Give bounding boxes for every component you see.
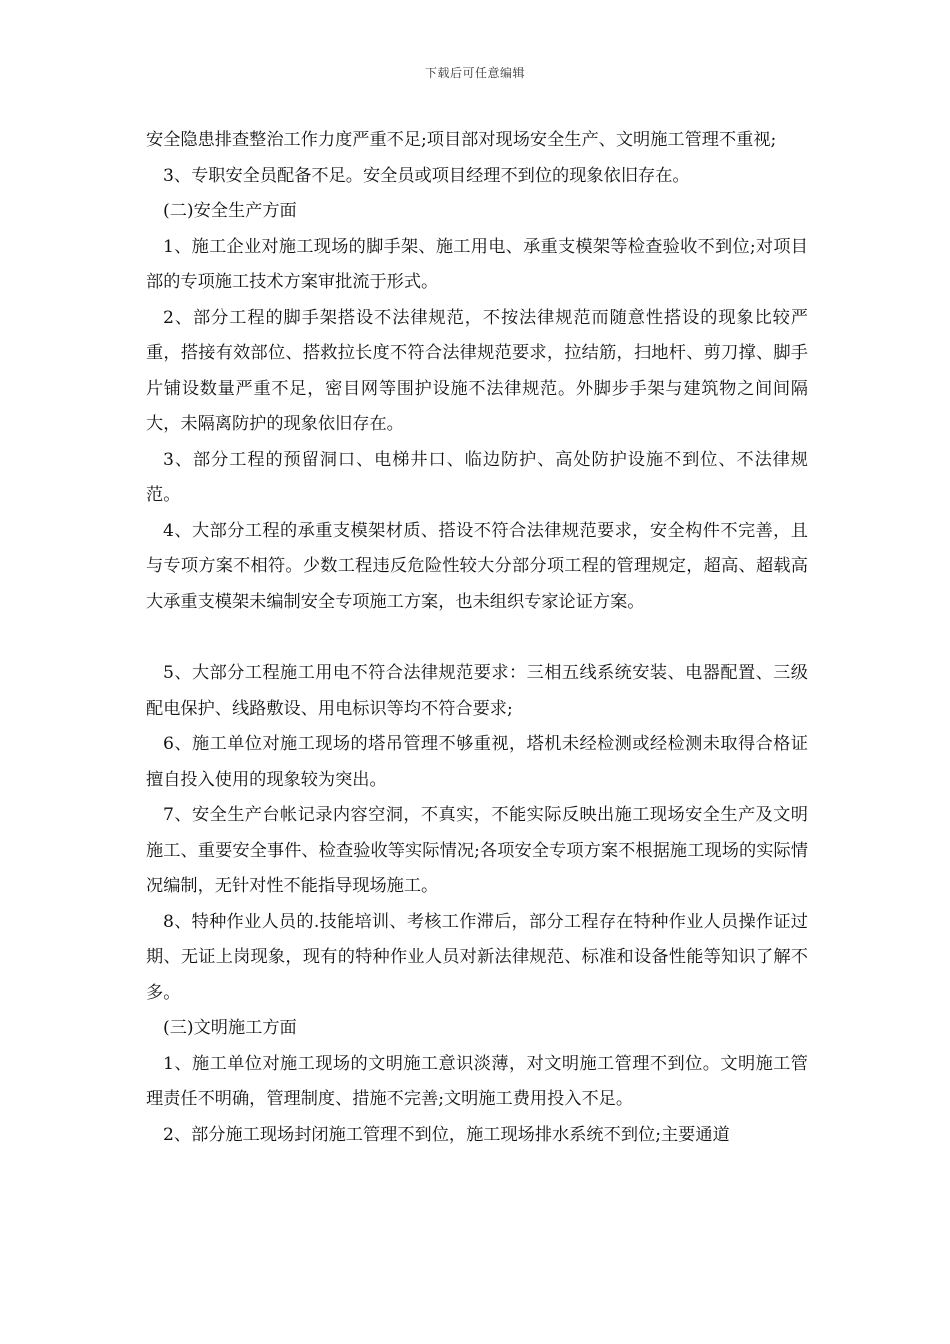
paragraph-safety-7: 7、安全生产台帐记录内容空洞，不真实，不能实际反映出施工现场安全生产及文明施工、重要安全事件、检查验收等实际情况;各项安全专项方案不根据施工现场的实际情况编制，无针对性不能指导现场施工。 bbox=[146, 805, 808, 896]
paragraph-safety-1: 1、施工企业对施工现场的脚手架、施工用电、承重支模架等检查验收不到位;对项目部的专项施工技术方案审批流于形式。 bbox=[146, 236, 808, 292]
paragraph-safety-2: 2、部分工程的脚手架搭设不法律规范，不按法律规范而随意性搭设的现象比较严重，搭接有效部位、搭救拉长度不符合法律规范要求，拉结筋，扫地杆、剪刀撑、脚手片铺设数量严重不足，密目网等围护设施不法律规范。外脚步手架与建筑物之间间隔大，未隔离防护的现象依旧存在。 bbox=[146, 307, 808, 434]
paragraph-gap bbox=[146, 620, 808, 656]
document-body bbox=[146, 123, 808, 1153]
paragraph-safety-6: 6、施工单位对施工现场的塔吊管理不够重视，塔机未经检测或经检测未取得合格证擅自投入使用的现象较为突出。 bbox=[146, 734, 808, 790]
section-heading-civilized-construction: (三)文明施工方面 bbox=[163, 1018, 297, 1038]
paragraph-civilized-2: 2、部分施工现场封闭施工管理不到位，施工现场排水系统不到位;主要通道 bbox=[163, 1124, 730, 1145]
paragraph-civilized-1: 1、施工单位对施工现场的文明施工意识淡薄，对文明施工管理不到位。文明施工管理责任不明确，管理制度、措施不完善;文明施工费用投入不足。 bbox=[146, 1053, 808, 1109]
paragraph-safety-4: 4、大部分工程的承重支模架材质、搭设不符合法律规范要求，安全构件不完善，且与专项方案不相符。少数工程违反危险性较大分部分项工程的管理规定，超高、超载高大承重支模架未编制安全专项施工方案，也未组织专家论证方案。 bbox=[146, 520, 808, 612]
page-header: 下载后可任意编辑 bbox=[424, 66, 525, 80]
paragraph-safety-5: 5、大部分工程施工用电不符合法律规范要求：三相五线系统安装、电器配置、三级配电保护、线路敷设、用电标识等均不符合要求; bbox=[146, 663, 808, 719]
paragraph-continuation: 安全隐患排查整治工作力度严重不足;项目部对现场安全生产、文明施工管理不重视; bbox=[146, 130, 777, 150]
paragraph-safety-8: 8、特种作业人员的.技能培训、考核工作滞后，部分工程存在特种作业人员操作证过期、无证上岗现象，现有的特种作业人员对新法律规范、标准和设备性能等知识了解不多。 bbox=[146, 911, 808, 1003]
section-heading-safety-production: (二)安全生产方面 bbox=[163, 201, 297, 221]
paragraph-safety-3: 3、部分工程的预留洞口、电梯井口、临边防护、高处防护设施不到位、不法律规范。 bbox=[146, 449, 808, 505]
paragraph-item-3: 3、专职安全员配备不足。安全员或项目经理不到位的现象依旧存在。 bbox=[163, 165, 690, 186]
